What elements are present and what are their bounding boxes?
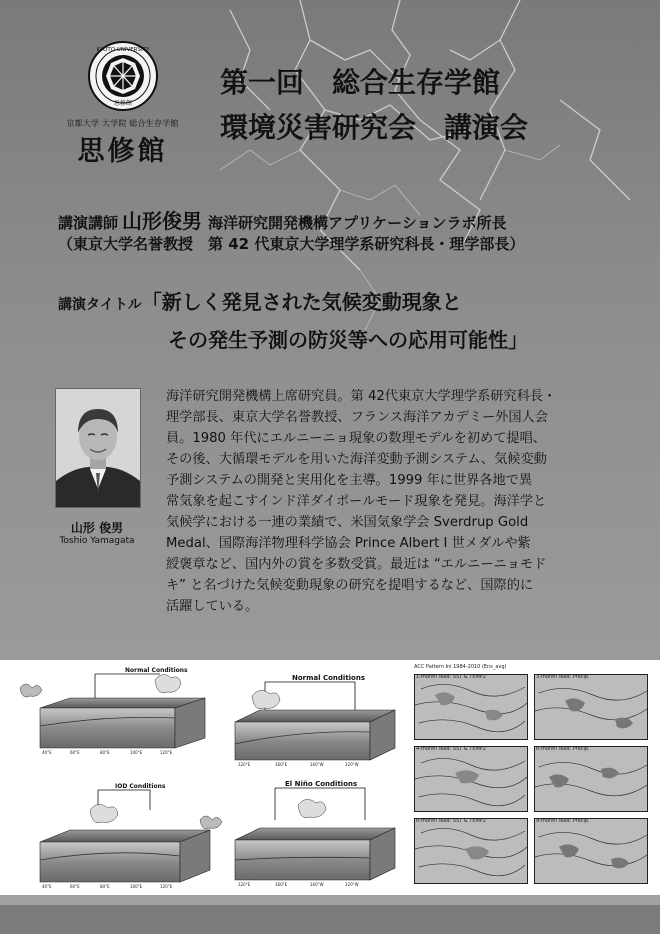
footer-bar (0, 905, 660, 934)
map-label: 4-month lead: SST & TEMP2 (416, 746, 486, 752)
bio-line: その後、大循環モデルを用いた海洋変動予測システム、気候変動 (166, 452, 547, 467)
svg-text:80°E: 80°E (100, 884, 110, 889)
svg-text:160°W: 160°W (310, 882, 324, 887)
normal-big-label: Normal Conditions (292, 674, 366, 682)
profile-name-en: Toshio Yamagata (59, 536, 135, 546)
bio-line: 気候学における一連の業績で、米国気象学会 Sverdrup Gold (166, 515, 529, 530)
svg-text:160°E: 160°E (275, 762, 288, 767)
map-label: 3-month lead: Precip. (536, 674, 590, 680)
lecturer-titles: （東京大学名誉教授 第 42 代東京大学理学系研究科長・理学部長） (58, 235, 525, 253)
svg-text:120°E: 120°E (238, 882, 251, 887)
forecast-map (414, 746, 528, 812)
bio-line: 員。1980 年代にエルニーニョ現象の数理モデルを初めて提唱、 (166, 431, 546, 446)
logo-name: 思修館 (77, 136, 168, 167)
profile-name-ja: 山形 俊男 (70, 521, 124, 535)
map-label: 9-month lead: Precip. (536, 818, 590, 824)
forecast-map (414, 818, 528, 884)
svg-text:120°E: 120°E (160, 750, 173, 755)
forecast-map-grid (410, 664, 650, 884)
normal-conditions-diagram-small (20, 667, 205, 755)
map-label: 6-month lead: Precip. (536, 746, 590, 752)
bio-line: キ” と名づけた気候変動現象の研究を提唱するなど、国際的に (166, 578, 534, 593)
logo-seal-text: 思修館 (113, 100, 132, 107)
bio-line: 活躍している。 (166, 599, 259, 614)
title-line-2: 環境災害研究会 講演会 (220, 111, 529, 144)
map-label: 1-month lead: SST & TEMP2 (416, 674, 486, 680)
bio-line: 常気象を起こすインド洋ダイポールモード現象を発見。海洋学と (166, 494, 547, 509)
svg-text:100°E: 100°E (130, 750, 143, 755)
svg-text:60°E: 60°E (70, 750, 80, 755)
bio-line: 予測システムの開発と実用化を主導。1999 年に世界各地で異 (166, 473, 533, 488)
svg-text:40°E: 40°E (42, 884, 52, 889)
talk-title-line-1: 「新しく発見された気候変動現象と (141, 290, 462, 314)
bio-line: 理学部長、東京大学名誉教授、フランス海洋アカデミー外国人会 (166, 410, 548, 425)
talk-title-block (58, 286, 528, 352)
forecast-map (534, 746, 648, 812)
forecast-map (534, 674, 648, 740)
svg-text:120°W: 120°W (345, 762, 359, 767)
emblem-icon (87, 40, 159, 112)
talk-label: 講演タイトル (58, 297, 142, 313)
svg-text:120°W: 120°W (345, 882, 359, 887)
normal-small-label: Normal Conditions (125, 667, 188, 674)
lecturer-block (58, 205, 524, 254)
title-line-1: 第一回 総合生存学館 (220, 66, 501, 99)
lecturer-affiliation: 海洋研究開発機構アプリケーションラボ所長 (208, 214, 507, 232)
svg-text:40°E: 40°E (42, 750, 52, 755)
map-label: 6-month lead: SST & TEMP2 (416, 818, 486, 824)
svg-text:160°E: 160°E (275, 882, 288, 887)
ocean-conditions-diagrams (0, 660, 410, 895)
logo-ring-text: KYOTO UNIVERSITY (96, 47, 149, 53)
el-nino-conditions-diagram (235, 780, 395, 887)
iod-label: IOD Conditions (115, 783, 166, 790)
bio-line: 海洋研究開発機構上席研究員。第 42代東京大学理学系研究科長・ (166, 389, 557, 404)
svg-text:160°W: 160°W (310, 762, 324, 767)
iod-conditions-diagram (40, 783, 222, 889)
lecturer-name: 山形俊男 (122, 209, 203, 233)
svg-text:120°E: 120°E (160, 884, 173, 889)
bio-line: 綬褒章など、国内外の賞を多数受賞。最近は “エルニーニョモド (166, 557, 547, 572)
normal-conditions-diagram (235, 674, 395, 767)
bio-line: Medal、国際海洋物理科学協会 Prince Albert I 世メダルや紫 (166, 536, 531, 551)
university-logo (55, 40, 190, 168)
talk-title-line-2: その発生予測の防災等への応用可能性」 (168, 328, 528, 352)
lecturer-label: 講演講師 (58, 214, 119, 232)
biography (166, 386, 621, 617)
svg-text:100°E: 100°E (130, 884, 143, 889)
map-grid-title: ACC Pattern Ini 1984-2010 (Ens_avg) (414, 664, 507, 670)
lecturer-photo (55, 388, 141, 508)
event-title (220, 60, 528, 150)
el-nino-label: El Niño Conditions (285, 780, 358, 788)
svg-text:120°E: 120°E (238, 762, 251, 767)
svg-text:60°E: 60°E (70, 884, 80, 889)
svg-text:80°E: 80°E (100, 750, 110, 755)
forecast-map (534, 818, 648, 884)
logo-subtitle: 京都大学 大学院 総合生存学館 (66, 119, 179, 128)
forecast-map (414, 674, 528, 740)
